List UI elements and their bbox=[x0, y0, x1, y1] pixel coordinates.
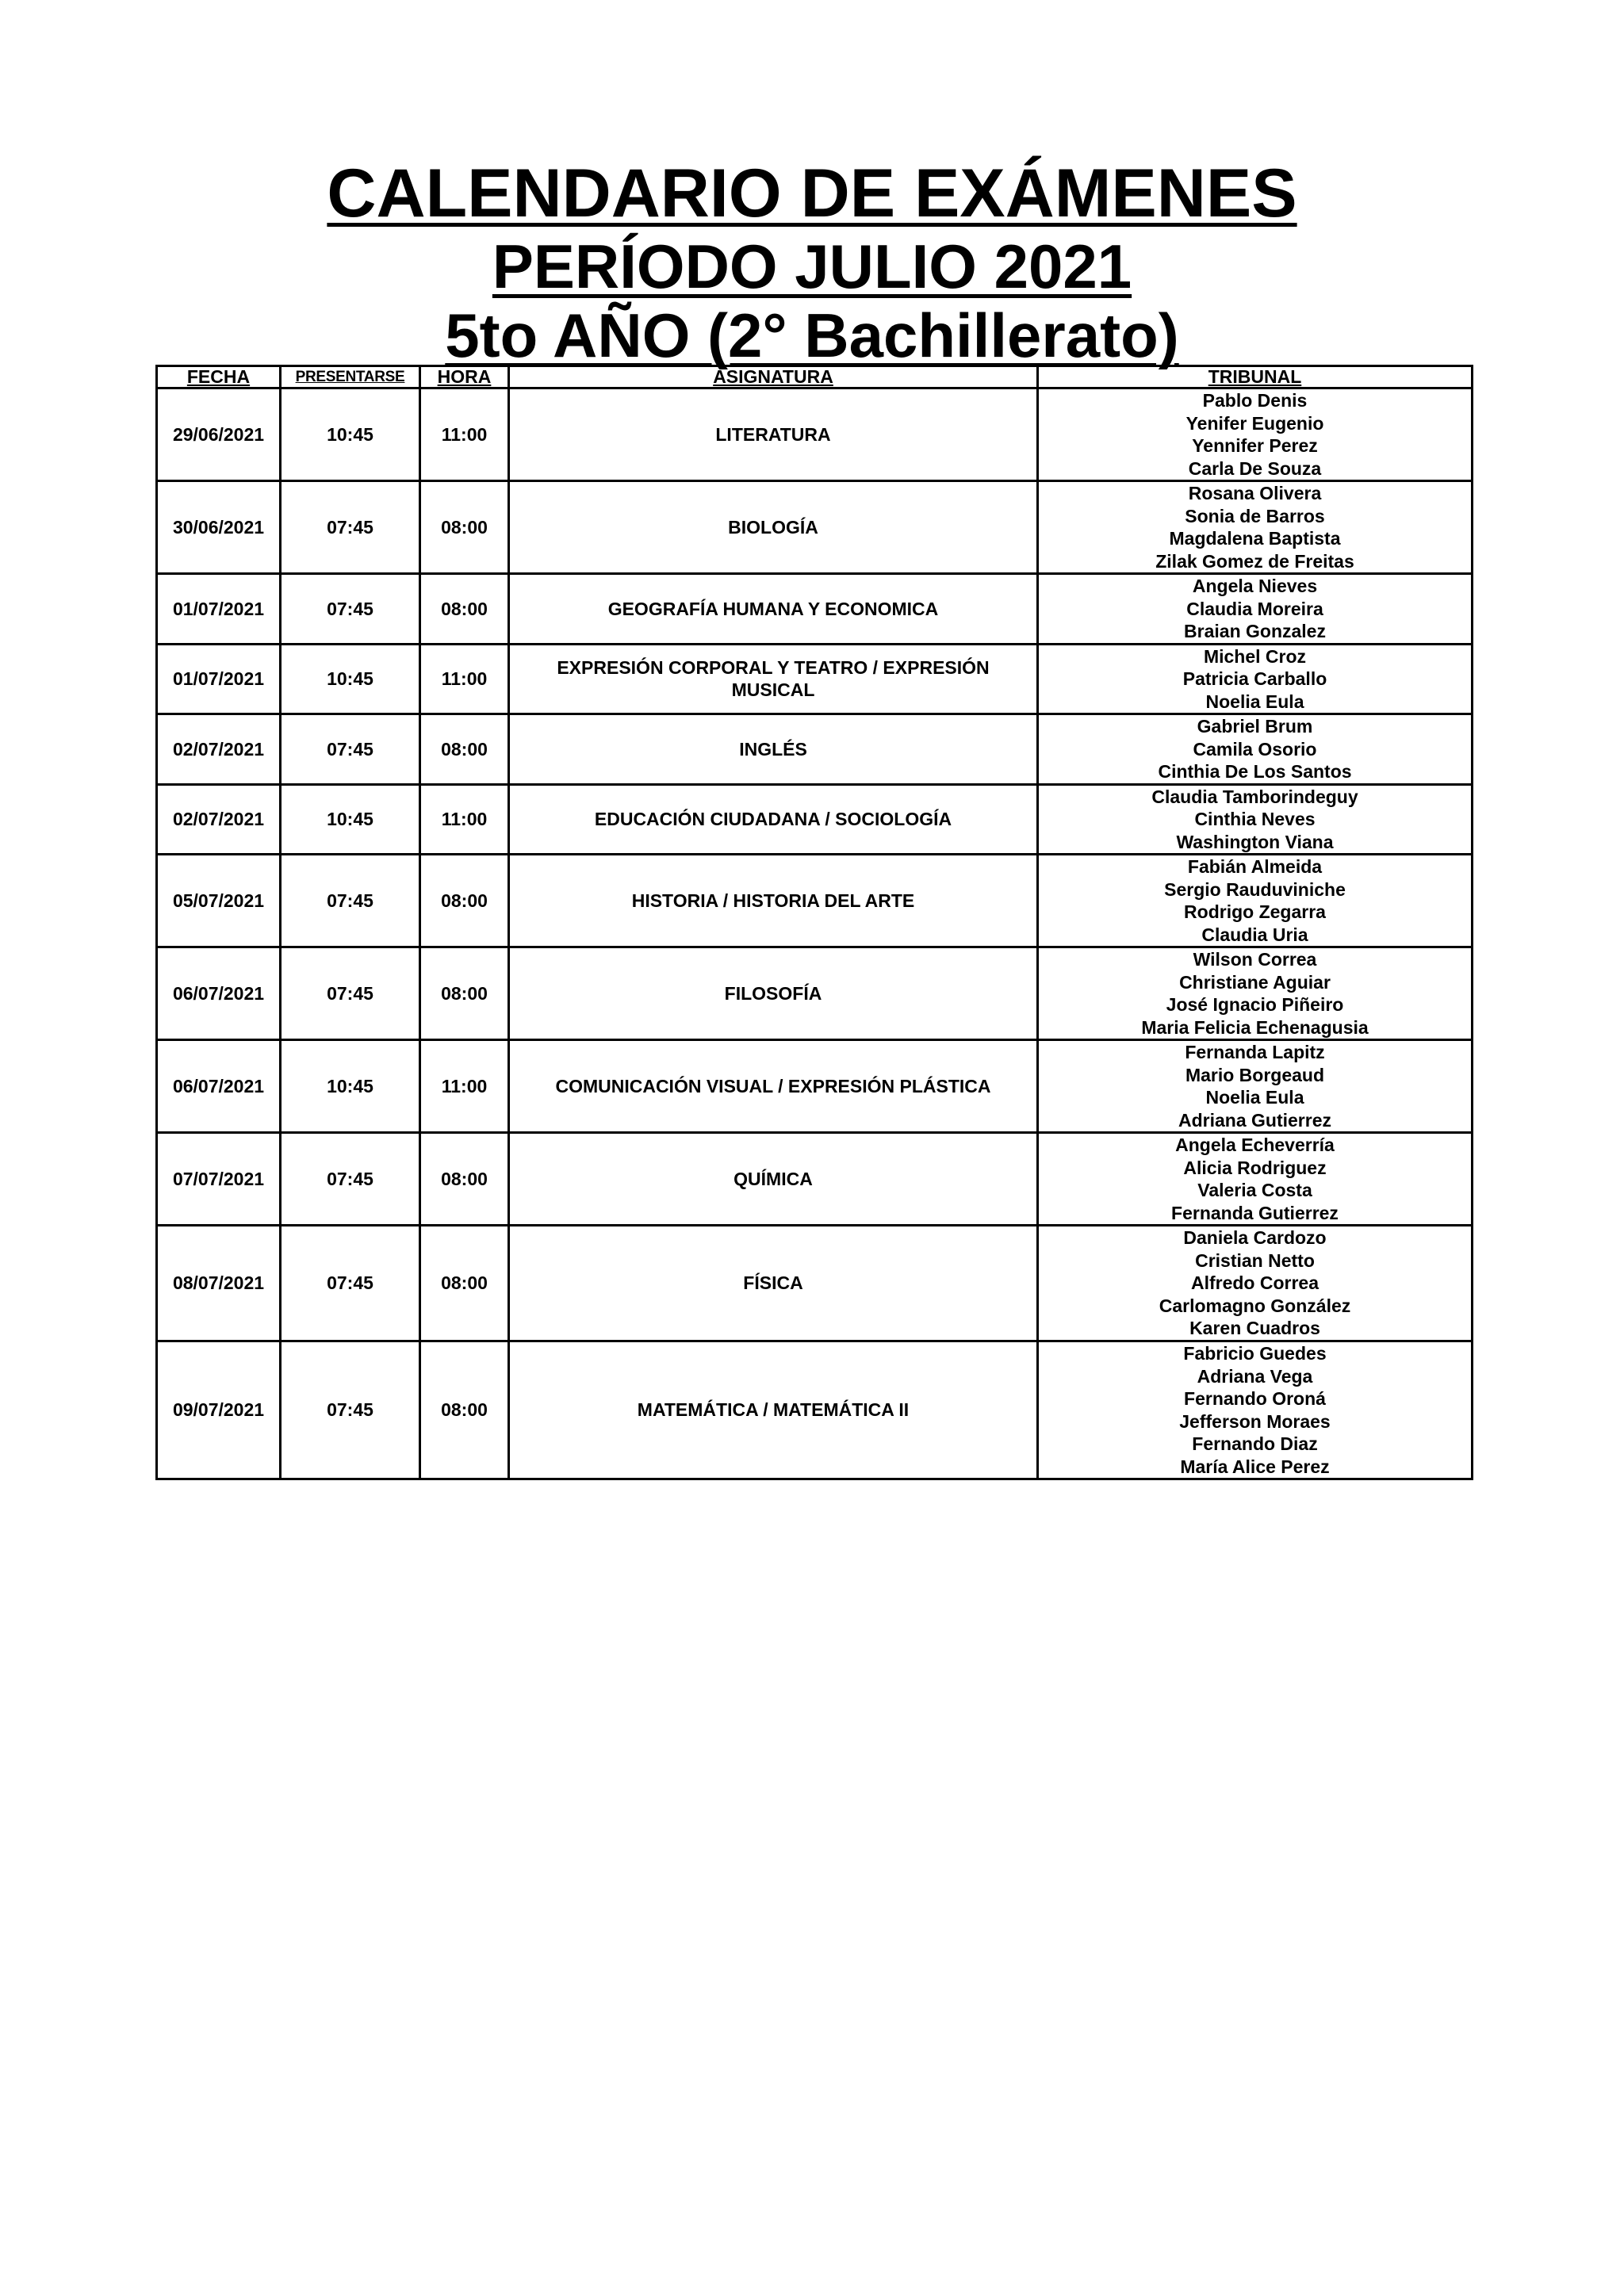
exam-time-cell: 08:00 bbox=[420, 1226, 509, 1341]
report-time-cell: 10:45 bbox=[281, 388, 420, 481]
tribunal-member: Noelia Eula bbox=[1205, 1087, 1304, 1108]
tribunal-cell bbox=[1038, 784, 1473, 855]
tribunal-member: Angela Nieves bbox=[1192, 576, 1318, 596]
exam-time-cell: 08:00 bbox=[420, 947, 509, 1040]
table-row bbox=[157, 481, 1473, 574]
tribunal-member: Cinthia De Los Santos bbox=[1158, 761, 1352, 782]
tribunal-cell bbox=[1038, 644, 1473, 714]
tribunal-cell bbox=[1038, 574, 1473, 645]
tribunal-member: Sonia de Barros bbox=[1185, 505, 1325, 526]
report-time-cell: 07:45 bbox=[281, 574, 420, 645]
tribunal-cell bbox=[1038, 1133, 1473, 1226]
tribunal-cell bbox=[1038, 1040, 1473, 1133]
header-tribunal: TRIBUNAL bbox=[1038, 366, 1473, 388]
tribunal-member: José Ignacio Piñeiro bbox=[1166, 994, 1344, 1015]
date-cell: 09/07/2021 bbox=[157, 1341, 281, 1479]
tribunal-member: Yenifer Eugenio bbox=[1185, 412, 1324, 434]
table-body bbox=[157, 388, 1473, 1479]
tribunal-member: Camila Osorio bbox=[1193, 738, 1317, 760]
exam-time-cell: 11:00 bbox=[420, 1040, 509, 1133]
tribunal-member: Patricia Carballo bbox=[1182, 668, 1327, 689]
tribunal-member: Claudia Moreira bbox=[1186, 598, 1323, 619]
tribunal-member: Michel Croz bbox=[1203, 645, 1307, 667]
tribunal-member: Cinthia Neves bbox=[1194, 809, 1316, 829]
report-time-cell: 07:45 bbox=[281, 1133, 420, 1226]
subject-cell: INGLÉS bbox=[509, 714, 1038, 785]
tribunal-member: Claudia Tamborindeguy bbox=[1151, 786, 1358, 807]
subject-cell: EDUCACIÓN CIUDADANA / SOCIOLOGÍA bbox=[509, 784, 1038, 855]
table-row bbox=[157, 574, 1473, 645]
tribunal-member: Fabián Almeida bbox=[1187, 856, 1323, 877]
tribunal-member: Alfredo Correa bbox=[1190, 1272, 1320, 1294]
exam-time-cell: 11:00 bbox=[420, 388, 509, 481]
header-hora: HORA bbox=[420, 366, 509, 388]
date-cell: 07/07/2021 bbox=[157, 1133, 281, 1226]
subject-cell: COMUNICACIÓN VISUAL / EXPRESIÓN PLÁSTICA bbox=[509, 1040, 1038, 1133]
date-cell: 08/07/2021 bbox=[157, 1226, 281, 1341]
date-cell: 06/07/2021 bbox=[157, 947, 281, 1040]
report-time-cell: 10:45 bbox=[281, 784, 420, 855]
tribunal-member: Rodrigo Zegarra bbox=[1184, 901, 1326, 922]
table-row bbox=[157, 388, 1473, 481]
report-time-cell: 07:45 bbox=[281, 1226, 420, 1341]
subject-cell: HISTORIA / HISTORIA DEL ARTE bbox=[509, 855, 1038, 947]
report-time-cell: 07:45 bbox=[281, 481, 420, 574]
tribunal-member: Jefferson Moraes bbox=[1179, 1410, 1331, 1432]
table-row bbox=[157, 855, 1473, 947]
year-subtitle: 5to AÑO (2° Bachillerato) bbox=[445, 300, 1179, 370]
exam-time-cell: 08:00 bbox=[420, 481, 509, 574]
tribunal-member: Gabriel Brum bbox=[1197, 716, 1313, 737]
tribunal-member: Adriana Gutierrez bbox=[1178, 1109, 1331, 1131]
tribunal-member: Cristian Netto bbox=[1195, 1249, 1315, 1271]
tribunal-member: Angela Echeverría bbox=[1175, 1135, 1335, 1155]
report-time-cell: 10:45 bbox=[281, 644, 420, 714]
tribunal-member: Fernando Diaz bbox=[1192, 1433, 1318, 1454]
tribunal-member: Karen Cuadros bbox=[1189, 1318, 1320, 1339]
header-asignatura: ASIGNATURA bbox=[509, 366, 1038, 388]
tribunal-member: Daniela Cardozo bbox=[1183, 1227, 1327, 1249]
tribunal-member: Zilak Gomez de Freitas bbox=[1155, 550, 1354, 572]
document-titles bbox=[0, 155, 1624, 369]
tribunal-member: Wilson Correa bbox=[1193, 949, 1317, 970]
page-title: CALENDARIO DE EXÁMENES bbox=[327, 155, 1297, 232]
period-subtitle: PERÍODO JULIO 2021 bbox=[492, 232, 1132, 301]
tribunal-member: Carlomagno González bbox=[1159, 1295, 1351, 1316]
tribunal-cell bbox=[1038, 1226, 1473, 1341]
date-cell: 02/07/2021 bbox=[157, 714, 281, 785]
tribunal-member: Rosana Olivera bbox=[1188, 483, 1322, 503]
tribunal-cell bbox=[1038, 947, 1473, 1040]
tribunal-member: Fernanda Lapitz bbox=[1185, 1042, 1325, 1062]
exam-time-cell: 08:00 bbox=[420, 714, 509, 785]
table-row bbox=[157, 947, 1473, 1040]
subject-cell: MATEMÁTICA / MATEMÁTICA II bbox=[509, 1341, 1038, 1479]
date-cell: 02/07/2021 bbox=[157, 784, 281, 855]
report-time-cell: 10:45 bbox=[281, 1040, 420, 1133]
tribunal-member: Pablo Denis bbox=[1202, 390, 1308, 411]
tribunal-member: Fernanda Gutierrez bbox=[1171, 1202, 1339, 1223]
tribunal-member: Alicia Rodriguez bbox=[1183, 1157, 1327, 1178]
tribunal-member: Sergio Rauduviniche bbox=[1164, 878, 1346, 900]
exam-time-cell: 08:00 bbox=[420, 1133, 509, 1226]
date-cell: 01/07/2021 bbox=[157, 574, 281, 645]
tribunal-cell bbox=[1038, 1341, 1473, 1479]
subject-cell: FILOSOFÍA bbox=[509, 947, 1038, 1040]
exam-schedule-table bbox=[155, 365, 1473, 1480]
tribunal-member: Mario Borgeaud bbox=[1185, 1064, 1325, 1085]
table-row bbox=[157, 644, 1473, 714]
exam-time-cell: 08:00 bbox=[420, 1341, 509, 1479]
tribunal-member: Yennifer Perez bbox=[1192, 435, 1318, 456]
table-header-row bbox=[157, 366, 1473, 388]
tribunal-member: Carla De Souza bbox=[1188, 457, 1322, 479]
table-row bbox=[157, 1226, 1473, 1341]
table-row bbox=[157, 1040, 1473, 1133]
date-cell: 01/07/2021 bbox=[157, 644, 281, 714]
tribunal-member: Fabricio Guedes bbox=[1183, 1343, 1327, 1364]
tribunal-member: Claudia Uria bbox=[1201, 924, 1308, 945]
table-row bbox=[157, 784, 1473, 855]
date-cell: 05/07/2021 bbox=[157, 855, 281, 947]
report-time-cell: 07:45 bbox=[281, 1341, 420, 1479]
tribunal-cell bbox=[1038, 388, 1473, 481]
report-time-cell: 07:45 bbox=[281, 947, 420, 1040]
exam-time-cell: 08:00 bbox=[420, 574, 509, 645]
tribunal-member: Fernando Oroná bbox=[1184, 1388, 1326, 1409]
date-cell: 06/07/2021 bbox=[157, 1040, 281, 1133]
subject-cell: GEOGRAFÍA HUMANA Y ECONOMICA bbox=[509, 574, 1038, 645]
tribunal-member: Braian Gonzalez bbox=[1184, 621, 1326, 641]
subject-cell: EXPRESIÓN CORPORAL Y TEATRO / EXPRESIÓN MUSICAL bbox=[509, 644, 1038, 714]
subject-cell: LITERATURA bbox=[509, 388, 1038, 481]
report-time-cell: 07:45 bbox=[281, 855, 420, 947]
table-row bbox=[157, 1133, 1473, 1226]
exam-time-cell: 08:00 bbox=[420, 855, 509, 947]
table-row bbox=[157, 714, 1473, 785]
subject-cell: BIOLOGÍA bbox=[509, 481, 1038, 574]
tribunal-member: María Alice Perez bbox=[1180, 1456, 1330, 1477]
subject-cell: FÍSICA bbox=[509, 1226, 1038, 1341]
table-row bbox=[157, 1341, 1473, 1479]
subject-cell: QUÍMICA bbox=[509, 1133, 1038, 1226]
tribunal-member: Maria Felicia Echenagusia bbox=[1141, 1016, 1369, 1038]
tribunal-member: Christiane Aguiar bbox=[1179, 971, 1331, 993]
tribunal-member: Valeria Costa bbox=[1197, 1180, 1312, 1200]
tribunal-member: Magdalena Baptista bbox=[1169, 528, 1341, 549]
tribunal-cell bbox=[1038, 481, 1473, 574]
date-cell: 30/06/2021 bbox=[157, 481, 281, 574]
tribunal-member: Adriana Vega bbox=[1197, 1365, 1313, 1387]
tribunal-cell bbox=[1038, 714, 1473, 785]
exam-time-cell: 11:00 bbox=[420, 784, 509, 855]
header-fecha: FECHA bbox=[157, 366, 281, 388]
tribunal-member: Washington Viana bbox=[1176, 831, 1334, 852]
date-cell: 29/06/2021 bbox=[157, 388, 281, 481]
report-time-cell: 07:45 bbox=[281, 714, 420, 785]
exam-time-cell: 11:00 bbox=[420, 644, 509, 714]
header-presentarse: PRESENTARSE bbox=[281, 366, 420, 388]
tribunal-cell bbox=[1038, 855, 1473, 947]
tribunal-member: Noelia Eula bbox=[1205, 691, 1304, 712]
